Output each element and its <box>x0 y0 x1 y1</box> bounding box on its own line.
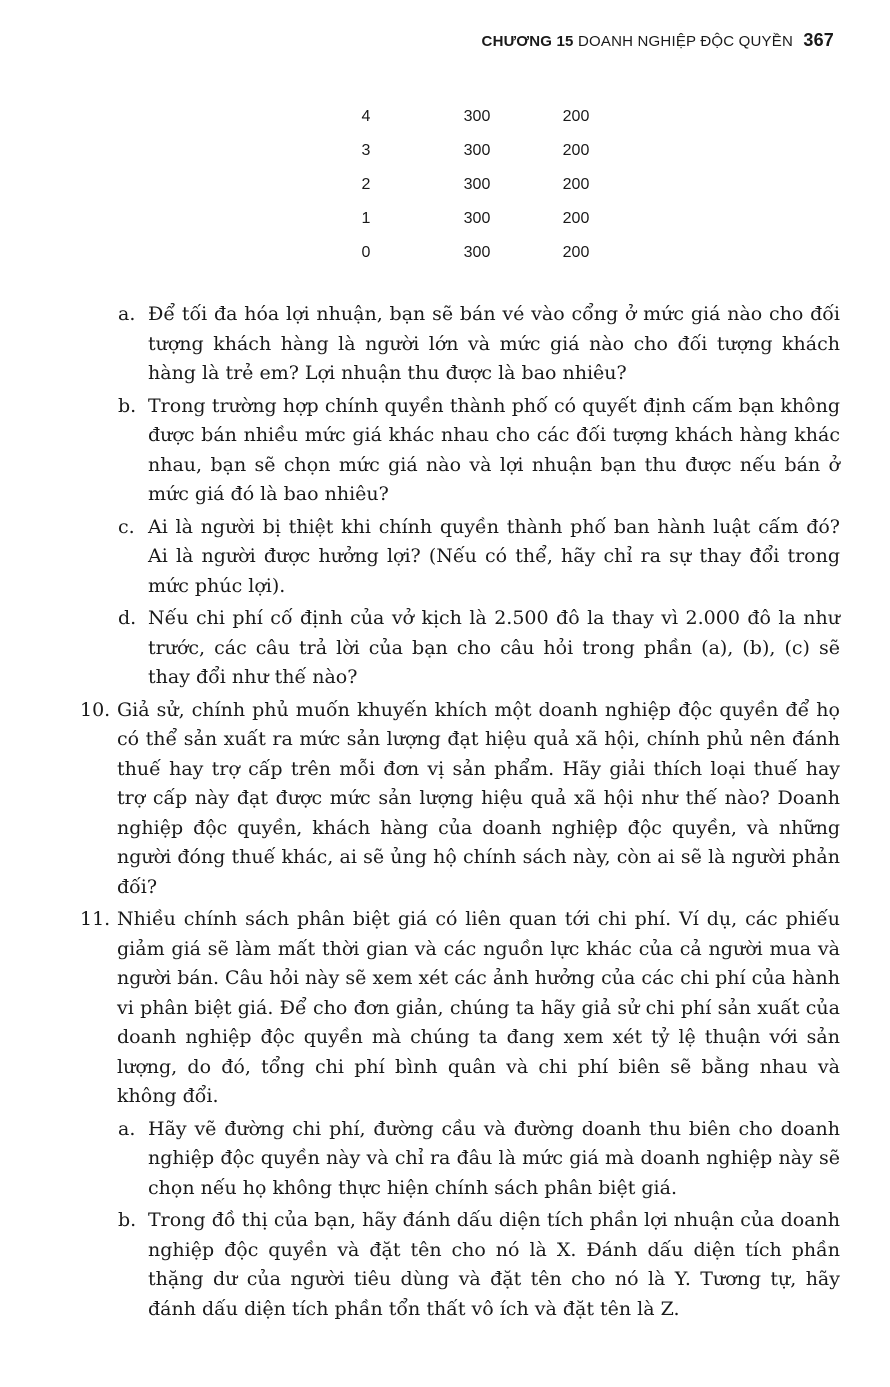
table-row <box>340 168 590 202</box>
table-cell: 1 <box>361 210 371 227</box>
item-text: Trong đồ thị của bạn, hãy đánh dấu diện tích phần lợi nhuận của doanh nghiệp độc quyền và đặt tên cho nó là X. Đánh dấu diện tích phần thặng dư của người tiêu dùng và đặt tên cho nó là Y. Tương tự, hãy đánh dấu diện tích phần tổn thất vô ích và đặt tên là Z. <box>148 1209 840 1320</box>
chapter-title: DOANH NGHIỆP ĐỘC QUYỀN <box>577 33 793 50</box>
data-table <box>340 100 590 270</box>
item-label: 10. <box>80 698 111 721</box>
q9-part-c <box>118 513 840 602</box>
page-body <box>80 300 840 1327</box>
table-cell: 300 <box>463 244 491 261</box>
table-cell: 300 <box>463 176 491 193</box>
item-label: c. <box>118 515 135 538</box>
question-10 <box>80 696 840 903</box>
item-label: b. <box>118 394 137 417</box>
table-cell: 3 <box>361 142 371 159</box>
q9-part-d <box>118 604 840 693</box>
table-cell: 0 <box>361 244 371 261</box>
page-header <box>482 30 834 51</box>
item-text: Để tối đa hóa lợi nhuận, bạn sẽ bán vé vào cổng ở mức giá nào cho đối tượng khách hàng là người lớn và mức giá nào cho đối tượng khách hàng là trẻ em? Lợi nhuận thu được là bao nhiêu? <box>148 303 840 384</box>
item-label: b. <box>118 1209 137 1231</box>
table-cell: 300 <box>463 142 491 159</box>
page-number: 367 <box>803 30 834 50</box>
table-cell: 2 <box>361 176 371 193</box>
table-cell: 200 <box>562 210 590 227</box>
table-row <box>340 236 590 270</box>
item-text: Nhiều chính sách phân biệt giá có liên quan tới chi phí. Ví dụ, các phiếu giảm giá sẽ làm mất thời gian và các nguồn lực khác của cả người mua và người bán. Câu hỏi này sẽ xem xét các ảnh hưởng của các chi phí của hành vi phân biệt giá. Để cho đơn giản, chúng ta hãy giả sử chi phí sản xuất của doanh nghiệp độc quyền mà chúng ta đang xem xét tỷ lệ thuận với sản lượng, do đó, tổng chi phí bình quân và chi phí biên sẽ bằng nhau và không đổi. <box>117 908 840 1107</box>
q11-part-b <box>118 1206 840 1324</box>
item-text: Giả sử, chính phủ muốn khuyến khích một doanh nghiệp độc quyền để họ có thể sản xuất ra mức sản lượng đạt hiệu quả xã hội, chính phủ nên đánh thuế hay trợ cấp trên mỗi đơn vị sản phẩm. Hãy giải thích loại thuế hay trợ cấp này đạt được mức sản lượng hiệu quả xã hội như thế nào? Doanh nghiệp độc quyền, khách hàng của doanh nghiệp độc quyền, và những người đóng thuế khác, ai sẽ ủng hộ chính sách này, còn ai sẽ là người phản đối? <box>117 698 840 898</box>
table-row <box>340 202 590 236</box>
q11-part-a <box>118 1115 840 1204</box>
table-cell: 200 <box>562 142 590 159</box>
item-label: d. <box>118 607 137 629</box>
table-row <box>340 100 590 134</box>
chapter-label: CHƯƠNG 15 <box>481 33 574 50</box>
item-text: Ai là người bị thiệt khi chính quyền thành phố ban hành luật cấm đó? Ai là người được hưởng lợi? (Nếu có thể, hãy chỉ ra sự thay đổi trong mức phúc lợi). <box>148 515 840 597</box>
table-cell: 4 <box>361 108 371 125</box>
q9-part-a <box>118 300 840 389</box>
item-label: a. <box>118 303 136 325</box>
table-cell: 300 <box>463 108 491 125</box>
item-label: 11. <box>80 908 111 930</box>
item-text: Trong trường hợp chính quyền thành phố có quyết định cấm bạn không được bán nhiều mức giá khác nhau cho các đối tượng khách hàng khác nhau, bạn sẽ chọn mức giá nào và lợi nhuận bạn thu được nếu bán ở mức giá đó là bao nhiêu? <box>148 394 840 505</box>
question-11 <box>80 905 840 1112</box>
table-cell: 200 <box>562 244 590 261</box>
table-cell: 300 <box>463 210 491 227</box>
table-row <box>340 134 590 168</box>
q9-part-b <box>118 392 840 510</box>
item-text: Hãy vẽ đường chi phí, đường cầu và đường doanh thu biên cho doanh nghiệp độc quyền này và chỉ ra đâu là mức giá mà doanh nghiệp này sẽ chọn nếu họ không thực hiện chính sách phân biệt giá. <box>148 1117 840 1199</box>
table-cell: 200 <box>562 176 590 193</box>
item-text: Nếu chi phí cố định của vở kịch là 2.500 đô la thay vì 2.000 đô la như trước, các câu trả lời của bạn cho câu hỏi trong phần (a), (b), (c) sẽ thay đổi như thế nào? <box>148 607 840 688</box>
item-label: a. <box>118 1117 136 1140</box>
table-cell: 200 <box>562 108 590 125</box>
